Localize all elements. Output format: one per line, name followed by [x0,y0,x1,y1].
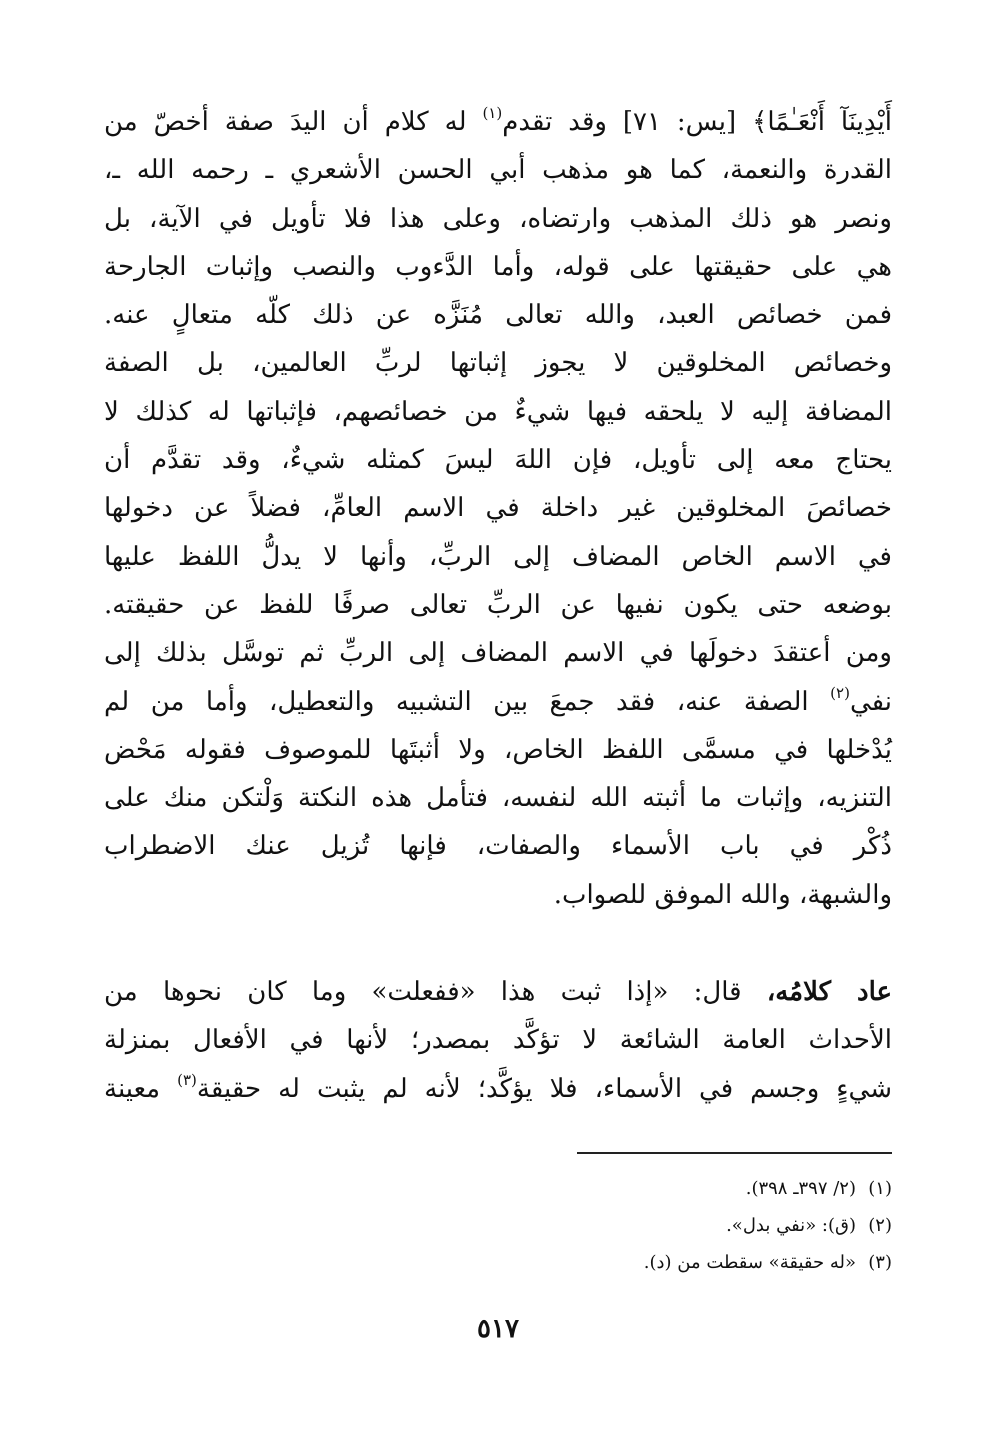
text-line-16: ذُكْر في باب الأسماء والصفات، فإنها تُزيل عنك الاضطراب [104,831,892,862]
text-line-8: يحتاج معه إلى تأويل، فإن اللهَ ليسَ كمثله شيءٌ، وقد تقدَّم أن [104,445,892,476]
footnote-text: (٢/ ٣٩٧ـ ٣٩٨). [745,1178,856,1199]
footnote-number: (٣) [868,1252,892,1273]
text-line-14: يُدْخلها في مسمَّى اللفظ الخاص، ولا أثبتَها للموصوف فقوله مَحْض [104,734,892,765]
text-line-3: ونصر هو ذلك المذهب وارتضاه، وعلى هذا فلا تأويل في الآية، بل [104,203,892,234]
text-line-6: وخصائص المخلوقين لا يجوز إثباتها لربِّ العالمين، بل الصفة [104,348,892,379]
footnote-divider [577,1152,892,1154]
text-line-5: فمن خصائص العبد، والله تعالى مُنَزَّه عن ذلك كلّه متعالٍ عنه. [104,300,892,331]
text-line-2: القدرة والنعمة، كما هو مذهب أبي الحسن الأشعري ـ رحمه الله ـ، [104,155,892,186]
footnote-number: (٢) [868,1215,892,1236]
text-line-9: خصائصَ المخلوقين غير داخلة في الاسم العامِّ، فضلاً عن دخولها [104,493,892,524]
page-number: ٥١٧ [477,1314,519,1344]
text-line-17: والشبهة، والله الموفق للصواب. [553,879,892,910]
footnotes [104,1170,892,1281]
para2-line-1: عاد كلامُه، قال: «إذا ثبت هذا «ففعلت» وما كان نحوها من [104,977,893,1007]
text-line-12: ومن أعتقدَ دخولَها في الاسم المضاف إلى الربِّ ثم توسَّل بذلك إلى [104,638,892,669]
footnote-number: (١) [868,1178,892,1199]
footnote-ref-1[interactable]: (١) [482,104,503,122]
footnote-ref-3[interactable]: (٣) [177,1070,197,1089]
text-line-13: نفي$^{(٢)}$ الصفة عنه، فقد جمعَ بين التشبيه والتعطيل، وأما من لم [104,683,892,717]
footnote-ref-2[interactable]: (٢) [830,683,850,702]
text-line-15: التنزيه، وإثبات ما أثبته الله لنفسه، فتأمل هذه النكتة وَلْتكن منك على [104,783,892,814]
lead-heading: عاد كلامُه، [766,977,893,1007]
footnote-1 [104,1170,892,1207]
footnote-2 [104,1207,892,1244]
second-paragraph [104,968,892,1113]
main-paragraph [104,98,892,919]
text-line-7: المضافة إليه لا يلحقه فيها شيءٌ من خصائصهم، فإثباتها له كذلك لا [104,396,892,427]
text-line-10: في الاسم الخاص المضاف إلى الربِّ، وأنها لا يدلُّ اللفظ عليها [104,541,892,572]
para2-line-3: شيءٍ وجسم في الأسماء، فلا يؤكَّد؛ لأنه لم يثبت له حقيقة$^{(٣)}$ معينة [104,1070,892,1104]
footnote-3 [104,1244,892,1281]
footnote-text: «له حقيقة» سقطت من (د). [643,1252,856,1273]
text-line-1: أَيْدِينَآ أَنْعَـٰمًا﴾ [يس: ٧١] وقد تقدم$^{(١)}$ له كلام أن اليدَ صفة أخصّ من [104,104,892,137]
footnote-text: (ق): «نفي بدل». [726,1215,856,1236]
text-line-4: هي على حقيقتها على قوله، وأما الدَّءوب والنصب وإثبات الجارحة [104,251,892,282]
text-line-11: بوضعه حتى يكون نفيها عن الربِّ تعالى صرفًا للفظ عن حقيقته. [104,589,892,620]
para2-line-2: الأحداث العامة الشائعة لا تؤكَّد بمصدر؛ لأنها في الأفعال بمنزلة [104,1025,892,1056]
